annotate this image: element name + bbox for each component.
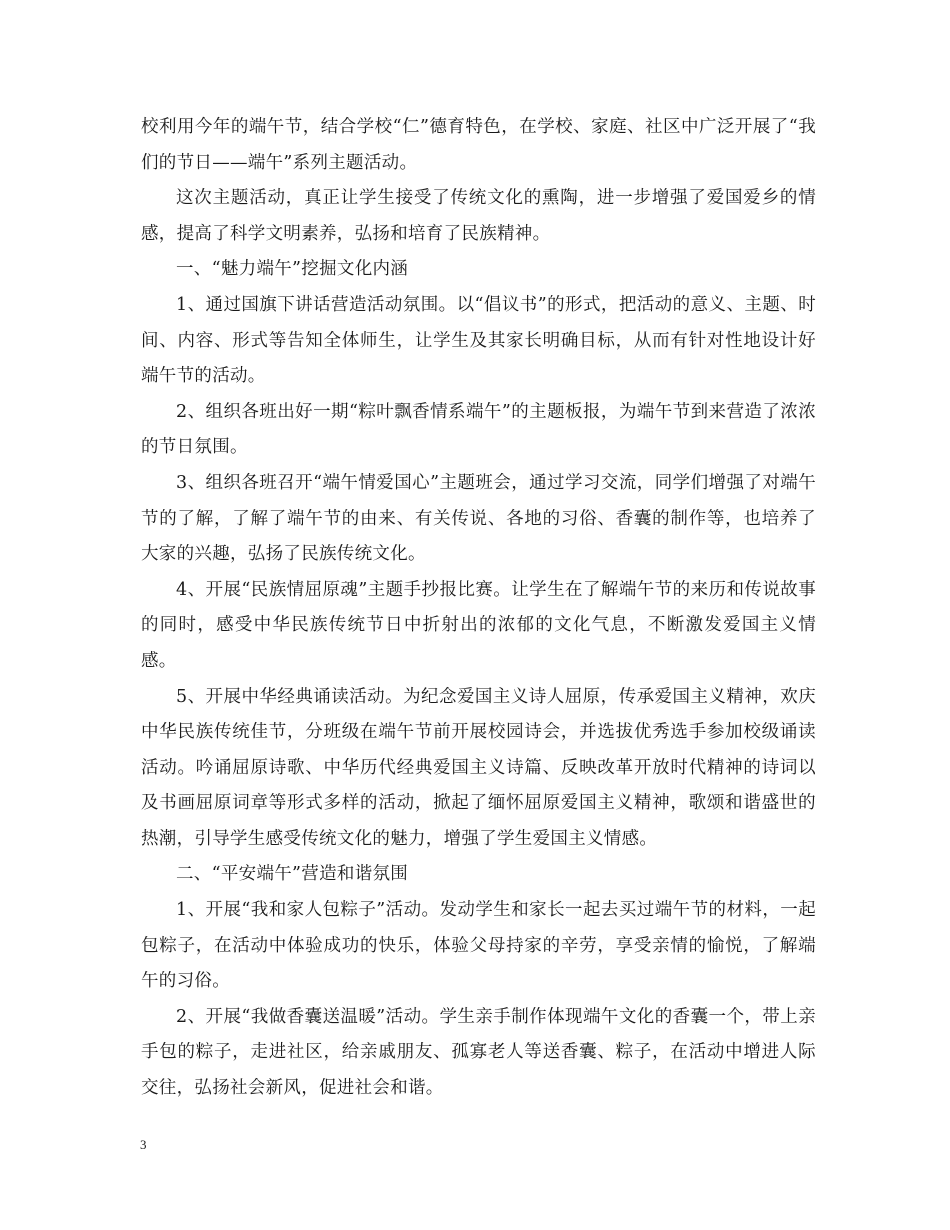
list-item-1-1: 1、通过国旗下讲话营造活动氛围。以“倡议书”的形式，把活动的意义、主题、时间、内容、形式等告知全体师生，让学生及其家长明确目标，从而有针对性地设计好端午节的活动。 bbox=[141, 294, 816, 387]
paragraph-intro-continued: 校利用今年的端午节，结合学校“仁”德育特色，在学校、家庭、社区中广泛开展了“我们的节日——端午”系列主题活动。 bbox=[141, 117, 816, 173]
list-item-1-5: 5、开展中华经典诵读活动。为纪念爱国主义诗人屈原，传承爱国主义精神，欢庆中华民族传统佳节，分班级在端午节前开展校园诗会，并选拔优秀选手参加校级诵读活动。吟诵屈原诗歌、中华历代经典爱国主义诗篇、反映改革开放时代精神的诗词以及书画屈原词章等形式多样的活动，掀起了缅怀屈原爱国主义精神，歌颂和谐盛世的热潮，引导学生感受传统文化的魅力，增强了学生爱国主义情感。 bbox=[141, 686, 816, 849]
section-heading-2: 二、“平安端午”营造和谐氛围 bbox=[176, 864, 409, 885]
list-item-1-3: 3、组织各班召开“端午情爱国心”主题班会，通过学习交流，同学们增强了对端午节的了解，了解了端午节的由来、有关传说、各地的习俗、香囊的制作等，也培养了大家的兴趣，弘扬了民族传统文化。 bbox=[141, 472, 816, 565]
list-item-1-2: 2、组织各班出好一期“粽叶飘香情系端午”的主题板报，为端午节到来营造了浓浓的节日氛围。 bbox=[141, 401, 816, 458]
section-heading-1: 一、“魅力端午”挖掘文化内涵 bbox=[176, 259, 409, 280]
list-item-1-4: 4、开展“民族情屈原魂”主题手抄报比赛。让学生在了解端午节的来历和传说故事的同时，感受中华民族传统节日中折射出的浓郁的文化气息，不断激发爱国主义情感。 bbox=[141, 579, 816, 671]
document-body bbox=[141, 110, 816, 1107]
list-item-2-1: 1、开展“我和家人包粽子”活动。发动学生和家长一起去买过端午节的材料，一起包粽子，在活动中体验成功的快乐，体验父母持家的辛劳，享受亲情的愉悦，了解端午的习俗。 bbox=[141, 900, 816, 992]
list-item-2-2: 2、开展“我做香囊送温暖”活动。学生亲手制作体现端午文化的香囊一个，带上亲手包的粽子，走进社区，给亲戚朋友、孤寡老人等送香囊、粽子，在活动中增进人际交往，弘扬社会新风，促进社会和谐。 bbox=[141, 1006, 816, 1099]
paragraph-summary: 这次主题活动，真正让学生接受了传统文化的熏陶，进一步增强了爱国爱乡的情感，提高了科学文明素养，弘扬和培育了民族精神。 bbox=[141, 188, 816, 244]
page-number: 3 bbox=[140, 1137, 147, 1152]
